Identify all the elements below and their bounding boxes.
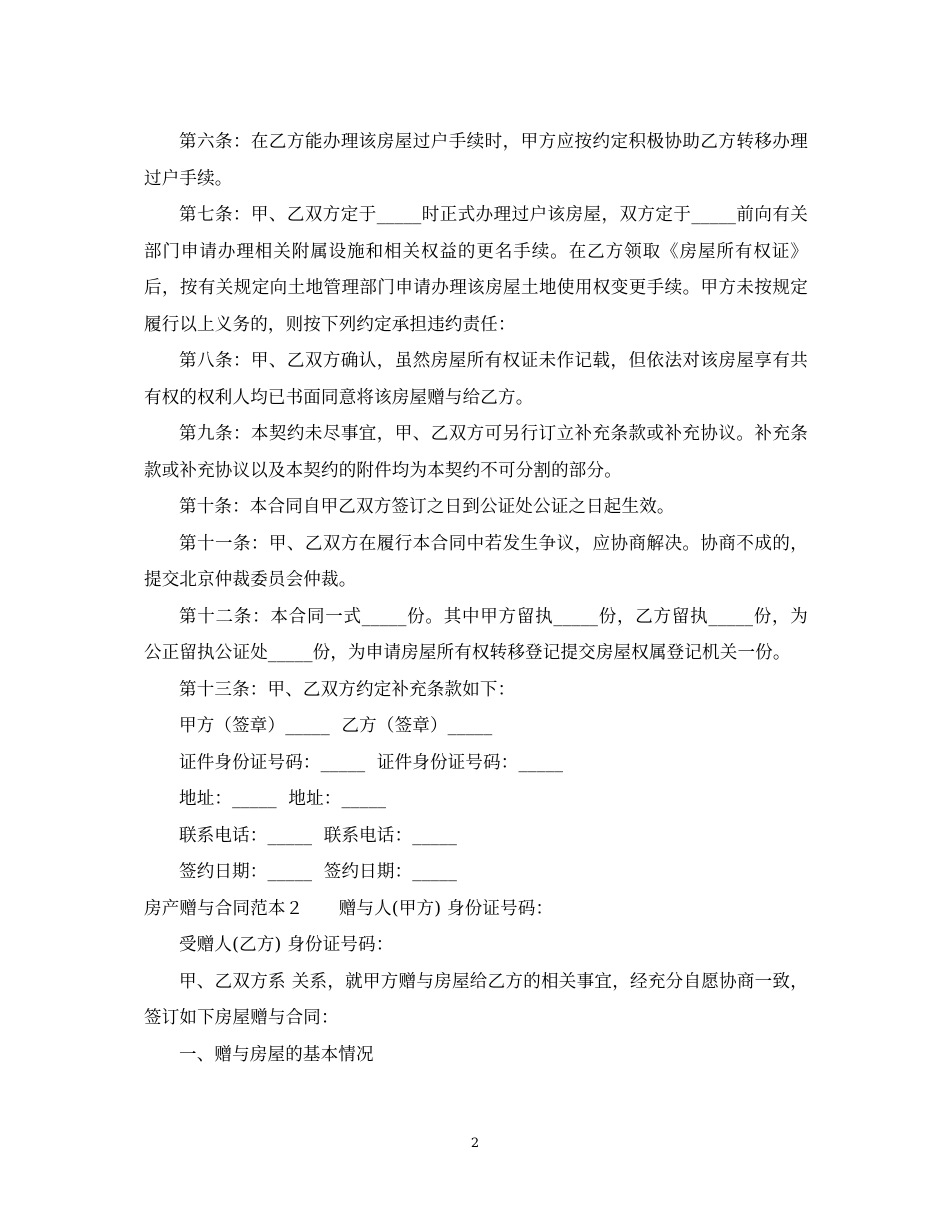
article-9: 第九条：本契约未尽事宜，甲、乙双方可另行订立补充条款或补充协议。补充条款或补充协议以及本契约的附件均为本契约不可分割的部分。: [144, 424, 808, 481]
article-6: 第六条：在乙方能办理该房屋过户手续时，甲方应按约定积极协助乙方转移办理过户手续。: [144, 132, 808, 189]
id-number-line: 证件身份证号码：_____ 证件身份证号码：_____: [179, 752, 564, 773]
article-12: 第十二条：本合同一式_____份。其中甲方留执_____份，乙方留执_____份，为公正留执公证处_____份，为申请房屋所有权转移登记提交房屋权属登记机关一份。: [144, 606, 808, 663]
document-body: [144, 124, 808, 1073]
donee-line: 受赠人(乙方) 身份证号码：: [179, 935, 394, 955]
page-number: 2: [470, 1136, 480, 1151]
address-line: 地址：_____ 地址：_____: [179, 789, 387, 809]
template-2-heading: 房产赠与合同范本２ 赠与人(甲方) 身份证号码：: [144, 898, 554, 919]
phone-line: 联系电话：_____ 联系电话：_____: [179, 825, 458, 846]
article-7: 第七条：甲、乙双方定于_____时正式办理过户该房屋，双方定于_____前向有关部门申请办理相关附属设施和相关权益的更名手续。在乙方领取《房屋所有权证》后，按有关规定向土地管理部门申请办理该房屋土地使用权变更手续。甲方未按规定履行以上义务的，则按下列约定承担违约责任：: [144, 205, 808, 335]
article-11: 第十一条：甲、乙双方在履行本合同中若发生争议，应协商解决。协商不成的，提交北京仲裁委员会仲裁。: [144, 533, 808, 590]
section-1-heading: 一、赠与房屋的基本情况: [179, 1044, 374, 1065]
article-10: 第十条：本合同自甲乙双方签订之日到公证处公证之日起生效。: [179, 497, 675, 517]
signature-line: 甲方（签章）_____ 乙方（签章）_____: [179, 716, 493, 736]
sign-date-line: 签约日期：_____ 签约日期：_____: [179, 862, 458, 882]
article-13: 第十三条：甲、乙双方约定补充条款如下：: [179, 679, 516, 700]
article-8: 第八条：甲、乙双方确认，虽然房屋所有权证未作记载，但依法对该房屋享有共有权的权利人均已书面同意将该房屋赠与给乙方。: [144, 351, 808, 408]
intro-paragraph: 甲、乙双方系 关系，就甲方赠与房屋给乙方的相关事宜，经充分自愿协商一致，签订如下房屋赠与合同：: [144, 971, 808, 1028]
